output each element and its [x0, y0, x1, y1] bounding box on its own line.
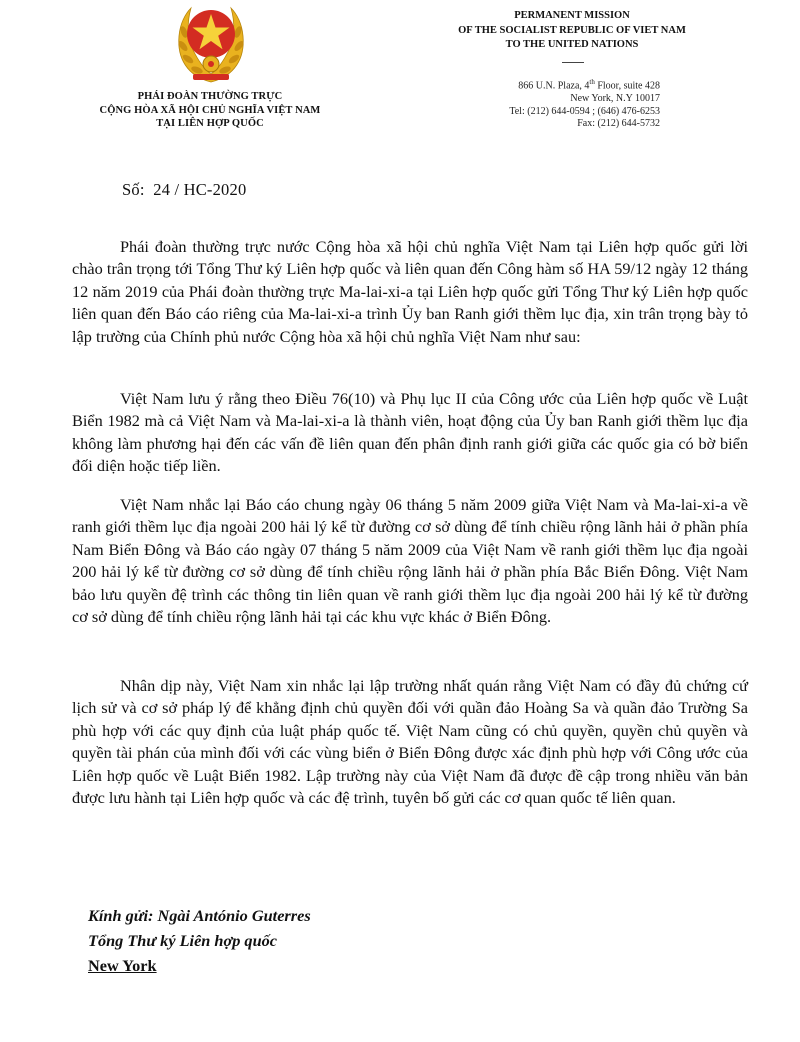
en-mission-name — [452, 9, 692, 53]
en-mission-line: TO THE UNITED NATIONS — [505, 39, 639, 50]
document-number: Số: 24 / HC-2020 — [122, 180, 247, 199]
header-divider — [562, 62, 584, 63]
mission-address — [470, 76, 660, 131]
address-line: New York, N.Y 10017 — [570, 92, 660, 104]
en-mission-line: OF THE SOCIALIST REPUBLIC OF VIET NAM — [458, 24, 686, 36]
body-paragraph: Việt Nam lưu ý rằng theo Điều 76(10) và Phụ lục II của Công ước của Liên hợp quốc về Luật Biển 1982 mà cả Việt Nam và Ma-lai-xi-a là thành viên, hoạt động của Ủy ban Ranh giới thềm lục địa không làm phương hại đến các vấn đề liên quan đến phân định ranh giới giữa các quốc gia có bờ biển đối diện hoặc tiếp liền. — [72, 389, 748, 476]
vn-mission-line: TẠI LIÊN HỢP QUỐC — [156, 118, 264, 129]
recipient-line: Kính gửi: Ngài António Guterres — [88, 906, 311, 925]
body-paragraph: Nhân dịp này, Việt Nam xin nhắc lại lập trường nhất quán rằng Việt Nam có đầy đủ chứng cứ lịch sử và cơ sở pháp lý để khẳng định chủ quyền đối với quần đảo Hoàng Sa và quần đảo Trường Sa phù hợp với các quy định của luật pháp quốc tế. Việt Nam cũng có chủ quyền, quyền chủ quyền và quyền tài phán của mình đối với các vùng biển ở Biển Đông được xác định phù hợp với Công ước của Liên hợp quốc về Luật Biển 1982. Lập trường này của Việt Nam đã được đề cập trong nhiều văn bản được lưu hành tại Liên hợp quốc và các đệ trình, tuyên bố gửi các cơ quan quốc tế liên quan. — [72, 676, 748, 808]
address-line: Fax: (212) 644-5732 — [577, 118, 660, 130]
address-line: Tel: (212) 644-0594 ; (646) 476-6253 — [509, 105, 660, 117]
national-emblem-icon — [175, 2, 247, 86]
recipient-title: Tổng Thư ký Liên hợp quốc — [88, 931, 277, 950]
address-line: 866 U.N. Plaza, 4th Floor, suite 428 — [518, 78, 660, 92]
vn-mission-line: CỘNG HÒA XÃ HỘI CHỦ NGHĨA VIỆT NAM — [99, 104, 321, 116]
recipient-city: New York — [88, 956, 157, 975]
en-mission-line: PERMANENT MISSION — [514, 10, 630, 21]
body-paragraph: Phái đoàn thường trực nước Cộng hòa xã hội chủ nghĩa Việt Nam tại Liên hợp quốc gửi lời chào trân trọng tới Tổng Thư ký Liên hợp quốc và liên quan đến Công hàm số HA 59/12 ngày 12 tháng 12 năm 2019 của Phái đoàn thường trực Ma-lai-xi-a tại Liên hợp quốc gửi Tổng Thư ký Liên hợp quốc liên quan đến Báo cáo riêng của Ma-lai-xi-a trình Ủy ban Ranh giới thềm lục địa, xin trân trọng bày tỏ lập trường của Chính phủ nước Cộng hòa xã hội chủ nghĩa Việt Nam như sau: — [72, 237, 748, 346]
vn-mission-name — [60, 90, 360, 131]
vn-mission-line: PHÁI ĐOÀN THƯỜNG TRỰC — [137, 91, 283, 102]
body-paragraph: Việt Nam nhắc lại Báo cáo chung ngày 06 tháng 5 năm 2009 giữa Việt Nam và Ma-lai-xi-a về ranh giới thềm lục địa ngoài 200 hải lý kể từ đường cơ sở dùng để tính chiều rộng lãnh hải ở phần phía Nam Biển Đông và Báo cáo ngày 07 tháng 5 năm 2009 của Việt Nam về ranh giới thềm lục địa ngoài 200 hải lý kể từ đường cơ sở dùng để tính chiều rộng lãnh hải ở phần phía Bắc Biển Đông. Việt Nam bảo lưu quyền đệ trình các thông tin liên quan về ranh giới thềm lục địa ngoài 200 hải lý kể từ đường cơ sở dùng để tính chiều rộng lãnh hải tại các khu vực khác ở Biển Đông. — [72, 495, 748, 627]
